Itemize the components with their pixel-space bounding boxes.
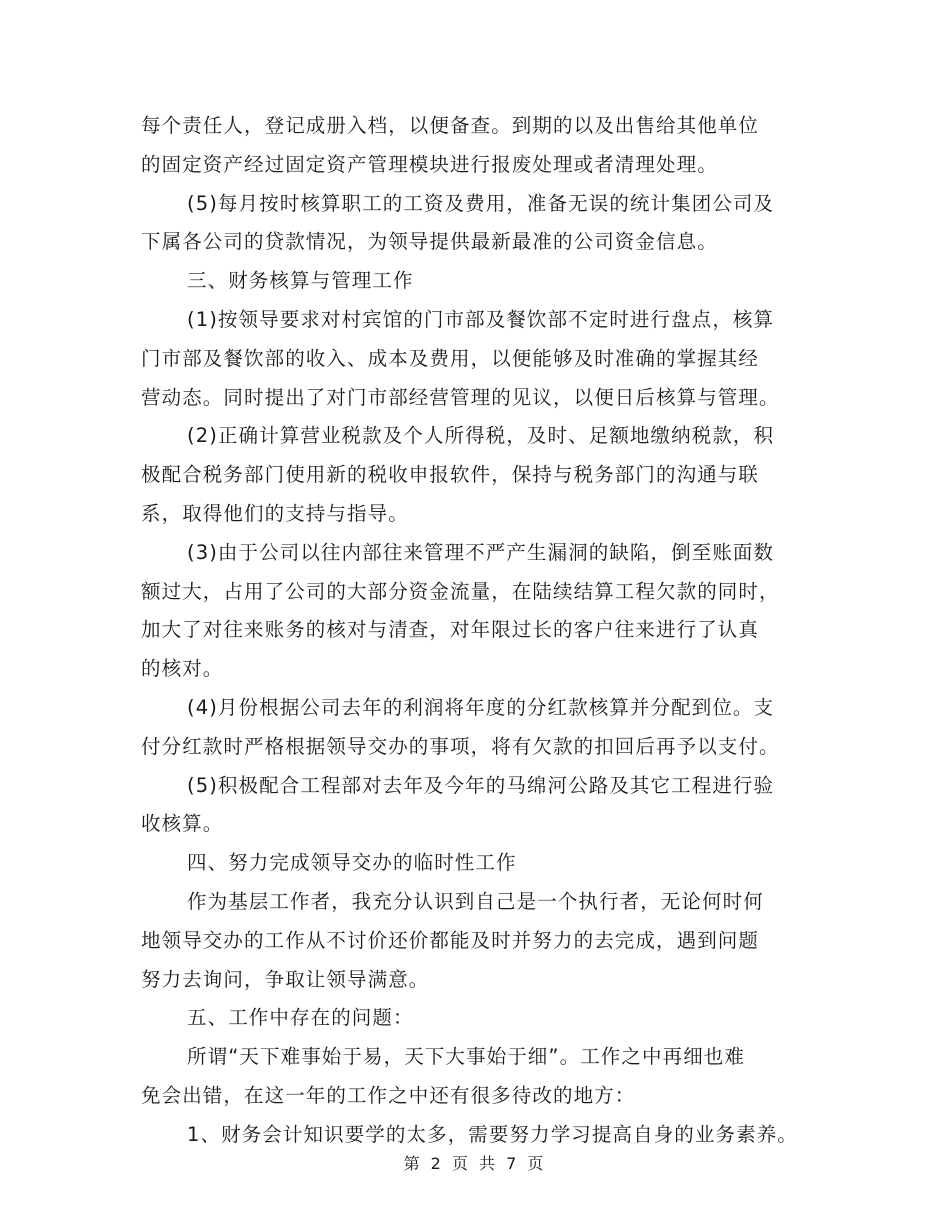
text-line-26: 免会出错，在这一年的工作之中还有很多待改的地方： xyxy=(141,1083,636,1107)
text-line-11: 系，取得他们的支持与指导。 xyxy=(141,501,409,525)
page-number-footer: 第 2 页 共 7 页 xyxy=(403,1154,547,1173)
text-line-21: 作为基层工作者，我充分认识到自己是一个执行者，无论何时何 xyxy=(187,889,764,913)
section-heading-5: 五、工作中存在的问题： xyxy=(187,1006,414,1030)
text-line-19: 收核算。 xyxy=(141,812,224,836)
text-line-13: 额过大，占用了公司的大部分资金流量，在陆续结算工程欠款的同时， xyxy=(141,579,780,603)
text-line-18: (5)积极配合工程部对去年及今年的马绵河公路及其它工程进行验 xyxy=(187,773,775,797)
text-line-23: 努力去询问，争取让领导满意。 xyxy=(141,967,430,991)
text-line-27: 1、财务会计知识要学的太多，需要努力学习提高自身的业务素养。 xyxy=(187,1122,798,1146)
text-line-7: 门市部及餐饮部的收入、成本及费用，以便能够及时准确的掌握其经 xyxy=(141,346,760,370)
text-line-3: (5)每月按时核算职工的工资及费用，准备无误的统计集团公司及 xyxy=(187,191,775,215)
text-line-25: 所谓“天下难事始于易，天下大事始于细”。工作之中再细也难 xyxy=(187,1045,746,1069)
text-line-4: 下属各公司的贷款情况，为领导提供最新最准的公司资金信息。 xyxy=(141,230,718,254)
section-heading-4: 四、努力完成领导交办的临时性工作 xyxy=(187,851,517,875)
text-line-12: (3)由于公司以往内部往来管理不严产生漏洞的缺陷，倒至账面数 xyxy=(187,540,775,564)
text-line-2: 的固定资产经过固定资产管理模块进行报废处理或者清理处理。 xyxy=(141,152,718,176)
document-body xyxy=(141,111,831,1159)
text-line-16: (4)月份根据公司去年的利润将年度的分红款核算并分配到位。支 xyxy=(187,695,775,719)
text-line-14: 加大了对往来账务的核对与清查，对年限过长的客户往来进行了认真 xyxy=(141,618,760,642)
text-line-9: (2)正确计算营业税款及个人所得税，及时、足额地缴纳税款，积 xyxy=(187,424,775,448)
text-line-1: 每个责任人，登记成册入档，以便备查。到期的以及出售给其他单位 xyxy=(141,114,760,137)
text-line-22: 地领导交办的工作从不讨价还价都能及时并努力的去完成，遇到问题 xyxy=(141,928,760,952)
text-line-17: 付分红款时严格根据领导交办的事项，将有欠款的扣回后再予以支付。 xyxy=(141,734,780,758)
text-line-15: 的核对。 xyxy=(141,657,224,681)
text-line-10: 极配合税务部门使用新的税收申报软件，保持与税务部门的沟通与联 xyxy=(141,463,760,487)
text-line-6: (1)按领导要求对村宾馆的门市部及餐饮部不定时进行盘点，核算 xyxy=(187,307,775,331)
section-heading-3: 三、财务核算与管理工作 xyxy=(187,269,414,293)
text-line-8: 营动态。同时提出了对门市部经营管理的见议，以便日后核算与管理。 xyxy=(141,385,780,409)
